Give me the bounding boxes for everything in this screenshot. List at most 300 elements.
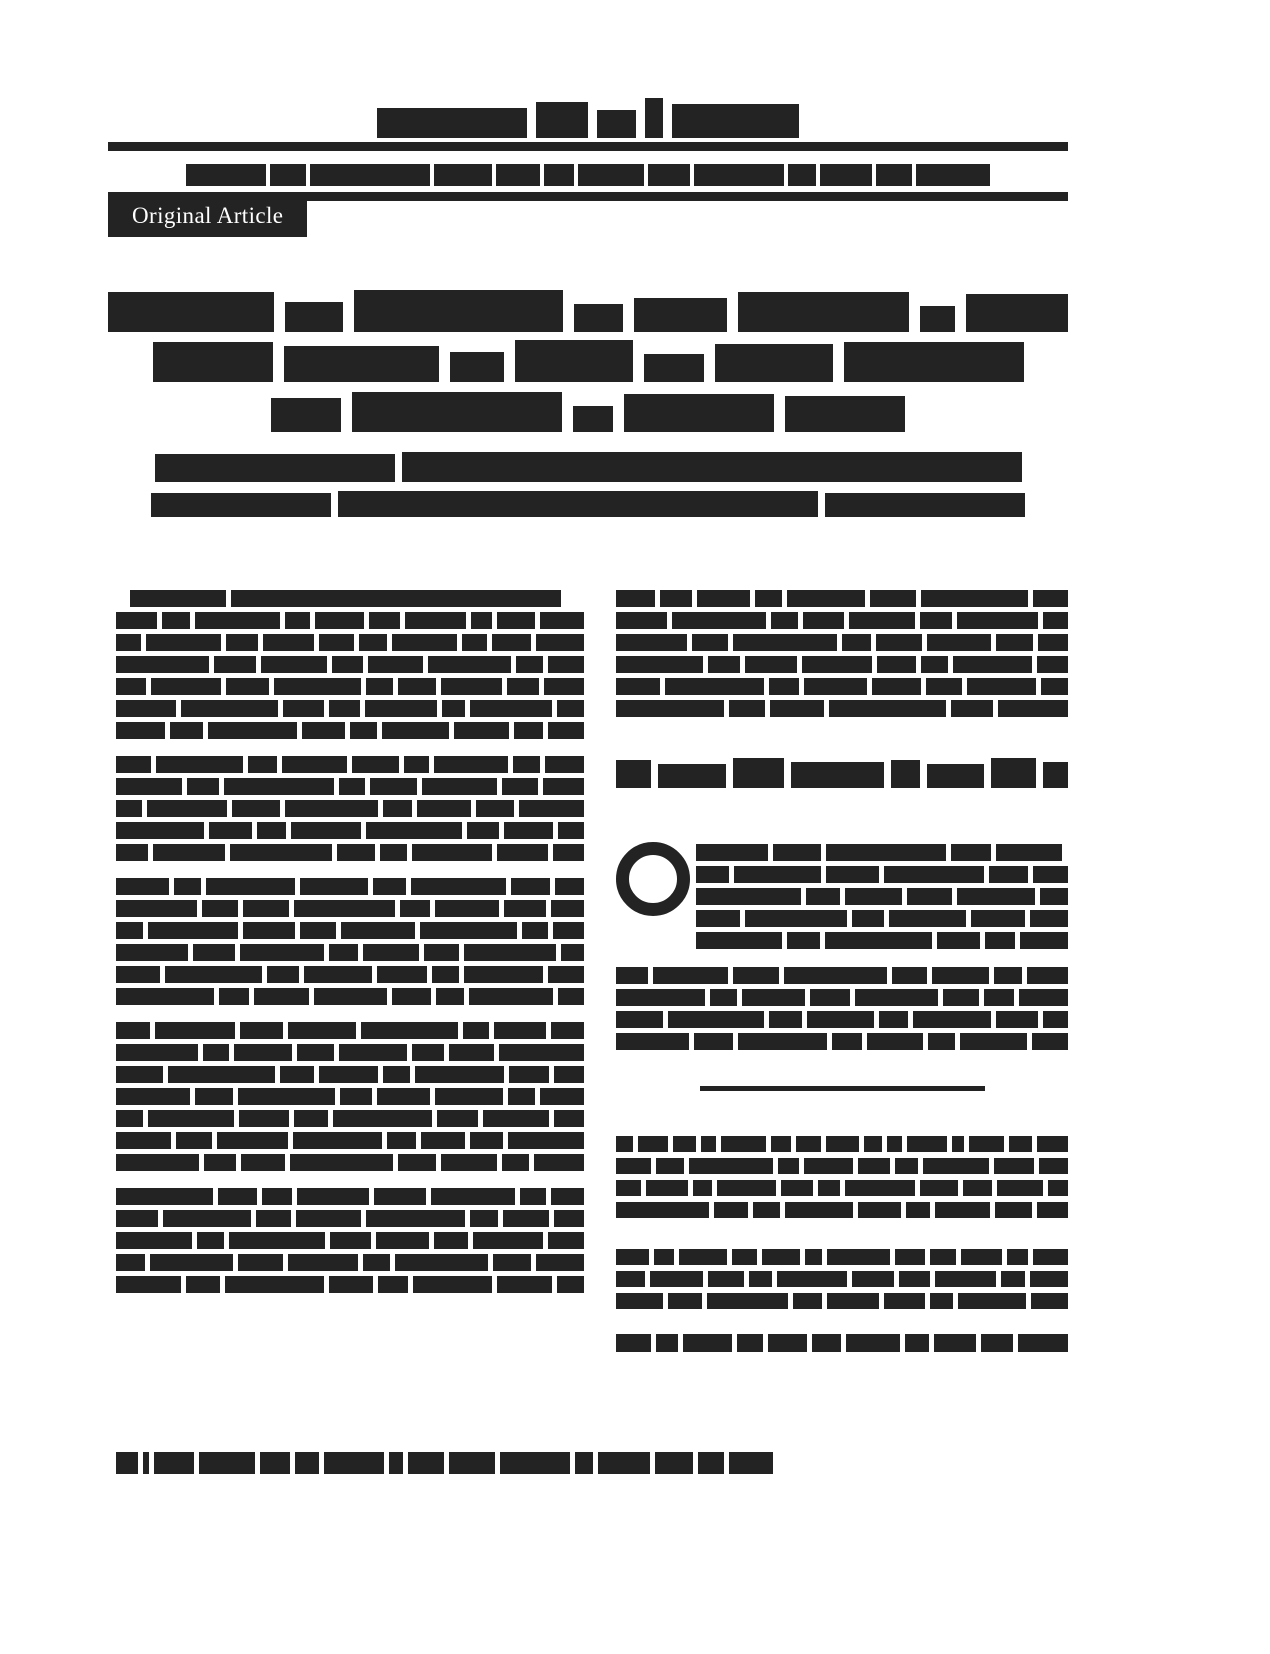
footnote-separator-rule (700, 1086, 985, 1091)
redaction-bar (1039, 1158, 1068, 1174)
redaction-bar (464, 944, 556, 961)
redaction-bar (434, 164, 492, 186)
redaction-bar (616, 967, 648, 984)
redaction-bar (927, 764, 983, 788)
redaction-bar (1043, 762, 1068, 788)
redaction-bar (616, 700, 724, 717)
redaction-bar (989, 866, 1029, 883)
redaction-bar (450, 352, 504, 382)
redaction-bar (170, 722, 203, 739)
redaction-bar (330, 1232, 371, 1249)
redaction-bar (545, 756, 584, 773)
redaction-bar (753, 1202, 781, 1218)
redaction-bar (350, 722, 377, 739)
redaction-bar (116, 1254, 145, 1271)
redaction-bar (454, 722, 509, 739)
redaction-bar (352, 392, 562, 432)
redaction-bar (660, 590, 692, 607)
redaction-bar (369, 612, 400, 629)
redaction-bar (417, 800, 471, 817)
redacted-text-line (116, 1228, 584, 1249)
redacted-text-line (616, 985, 1068, 1006)
redaction-bar (370, 778, 417, 795)
redaction-bar (845, 1180, 915, 1196)
redacted-text-line (616, 1288, 1068, 1309)
redaction-bar (387, 1132, 415, 1149)
redaction-bar (354, 290, 563, 332)
redaction-bar (905, 1334, 929, 1352)
redaction-bar (319, 634, 354, 651)
left-text-column (116, 586, 584, 1306)
redaction-bar (616, 760, 651, 788)
redaction-bar (952, 1136, 965, 1152)
redaction-bar (494, 1022, 546, 1039)
redaction-bar (116, 966, 160, 983)
redaction-bar (422, 778, 497, 795)
redaction-bar (616, 656, 703, 673)
redaction-bar (493, 1254, 531, 1271)
redaction-bar (274, 678, 361, 695)
redaction-bar (870, 590, 916, 607)
redaction-bar (994, 1158, 1034, 1174)
redacted-text-line (116, 796, 584, 817)
redaction-bar (202, 900, 238, 917)
redaction-bar (820, 164, 872, 186)
redaction-bar (1037, 1136, 1068, 1152)
redaction-bar (971, 910, 1025, 927)
redaction-bar (804, 1158, 853, 1174)
redaction-bar (151, 678, 220, 695)
redaction-bar (288, 1254, 358, 1271)
redaction-bar (163, 1210, 252, 1227)
redaction-bar (930, 1293, 954, 1309)
redaction-bar (536, 102, 588, 138)
redaction-bar (1043, 612, 1068, 629)
redaction-bar (616, 1202, 709, 1218)
redaction-bar (920, 612, 952, 629)
redaction-bar (923, 1158, 989, 1174)
redaction-bar (934, 1334, 976, 1352)
redaction-bar (338, 491, 818, 517)
redaction-bar (785, 1202, 853, 1218)
redaction-bar (907, 1136, 947, 1152)
redacted-text-line (116, 840, 584, 861)
redaction-bar (544, 678, 584, 695)
redaction-bar (998, 700, 1068, 717)
redacted-paragraph-5 (116, 1184, 584, 1293)
redaction-bar (548, 656, 584, 673)
redaction-bar (310, 164, 430, 186)
redaction-bar (176, 1132, 212, 1149)
redaction-bar (261, 656, 327, 673)
redaction-bar (668, 1011, 764, 1028)
redaction-bar (907, 888, 951, 905)
redaction-bar (1007, 1249, 1027, 1265)
redaction-bar (116, 756, 151, 773)
redaction-bar (672, 612, 766, 629)
redaction-bar (467, 822, 499, 839)
redaction-bar (578, 164, 644, 186)
redaction-bar (995, 1202, 1032, 1218)
redaction-bar (469, 988, 553, 1005)
redaction-bar (377, 108, 527, 138)
redaction-bar (1037, 656, 1068, 673)
redaction-bar (557, 1276, 584, 1293)
redacted-text-line (116, 1018, 584, 1039)
redaction-bar (717, 1180, 775, 1196)
redaction-bar (1018, 1334, 1068, 1352)
redaction-bar (554, 1110, 585, 1127)
redaction-bar (329, 700, 360, 717)
redaction-bar (383, 800, 412, 817)
redaction-bar (240, 1022, 283, 1039)
redaction-bar (116, 1066, 163, 1083)
redaction-bar (981, 1334, 1012, 1352)
redaction-bar (271, 398, 341, 432)
redaction-bar (807, 1011, 875, 1028)
redaction-bar (116, 1452, 138, 1474)
redaction-bar (404, 756, 428, 773)
redaction-bar (285, 302, 343, 332)
redaction-bar (363, 944, 418, 961)
redaction-bar (696, 844, 768, 861)
redaction-bar (374, 1188, 425, 1205)
redaction-bar (769, 678, 799, 695)
redacted-text-line (116, 774, 584, 795)
redaction-bar (961, 1249, 1002, 1265)
redaction-bar (333, 1110, 432, 1127)
redaction-bar (392, 988, 431, 1005)
redacted-text-line (116, 962, 584, 983)
redaction-bar (1009, 1136, 1032, 1152)
redaction-bar (1048, 1180, 1068, 1196)
redaction-bar (402, 452, 1022, 482)
redaction-bar (551, 1188, 584, 1205)
redaction-bar (420, 922, 517, 939)
redaction-bar (383, 1066, 410, 1083)
redaction-bar (858, 1202, 901, 1218)
redaction-bar (729, 1452, 773, 1474)
redaction-bar (154, 1452, 194, 1474)
redaction-bar (745, 656, 797, 673)
redacted-text-line (616, 630, 1068, 651)
redaction-bar (297, 1044, 334, 1061)
redaction-bar (206, 878, 295, 895)
redaction-bar (887, 1136, 902, 1152)
redaction-bar (262, 1188, 292, 1205)
redaction-bar (852, 910, 883, 927)
redaction-bar (260, 1452, 290, 1474)
redaction-bar (644, 354, 704, 382)
redaction-bar (826, 866, 879, 883)
redaction-bar (377, 966, 427, 983)
redaction-bar (951, 700, 993, 717)
redaction-bar (366, 1210, 465, 1227)
redaction-bar (500, 1452, 570, 1474)
redaction-bar (218, 1188, 257, 1205)
redaction-bar (502, 1154, 529, 1171)
redaction-bar (616, 612, 667, 629)
redaction-bar (554, 1066, 585, 1083)
redaction-bar (818, 1180, 840, 1196)
redacted-text-line (116, 1250, 584, 1271)
redaction-bar (742, 989, 805, 1006)
redaction-bar (499, 1044, 584, 1061)
redacted-text-line (616, 1197, 1068, 1218)
redaction-bar (219, 988, 249, 1005)
redaction-bar (302, 722, 345, 739)
redaction-bar (969, 1136, 1004, 1152)
redaction-bar (721, 1136, 766, 1152)
redaction-bar (638, 1136, 668, 1152)
redaction-bar (771, 612, 797, 629)
article-title-redacted (108, 288, 1068, 438)
redaction-bar (522, 922, 547, 939)
masthead (108, 96, 1068, 201)
redacted-paragraph-2 (116, 752, 584, 861)
redaction-bar (879, 1011, 908, 1028)
redaction-bar (1030, 1271, 1068, 1287)
redacted-text-line (116, 1128, 584, 1149)
redaction-bar (733, 967, 779, 984)
redaction-bar (204, 1154, 236, 1171)
redaction-bar (411, 878, 506, 895)
redaction-bar (337, 844, 375, 861)
redaction-bar (231, 590, 561, 607)
redaction-bar (304, 966, 372, 983)
redaction-bar (208, 722, 297, 739)
redaction-bar (845, 888, 902, 905)
redaction-bar (116, 844, 148, 861)
redaction-bar (442, 700, 464, 717)
redaction-bar (497, 612, 535, 629)
redaction-bar (181, 700, 278, 717)
redaction-bar (285, 612, 310, 629)
redaction-bar (428, 656, 511, 673)
redaction-bar (829, 700, 947, 717)
redaction-bar (812, 1334, 842, 1352)
redaction-bar (916, 164, 990, 186)
redaction-bar (616, 678, 660, 695)
redaction-bar (616, 1249, 649, 1265)
redaction-bar (548, 966, 584, 983)
redaction-bar (867, 1033, 923, 1050)
redaction-bar (984, 989, 1014, 1006)
redaction-bar (1043, 1011, 1069, 1028)
redaction-bar (561, 944, 584, 961)
redaction-bar (197, 1232, 224, 1249)
correspondence-paragraph-redacted (616, 1244, 1068, 1309)
redaction-bar (280, 1066, 314, 1083)
redacted-text-line (116, 1062, 584, 1083)
redaction-bar (653, 967, 729, 984)
redacted-text-line (116, 984, 584, 1005)
redaction-bar (155, 454, 395, 482)
redaction-bar (377, 1088, 430, 1105)
redaction-bar (698, 1452, 724, 1474)
redaction-bar (431, 1188, 515, 1205)
redacted-text-line (616, 1007, 1068, 1028)
redaction-bar (793, 1293, 822, 1309)
redaction-bar (784, 967, 887, 984)
redaction-bar (116, 1210, 158, 1227)
redacted-text-line (116, 1206, 584, 1227)
redaction-bar (241, 1154, 285, 1171)
redacted-text-line (116, 1040, 584, 1061)
redaction-bar (804, 678, 867, 695)
redaction-bar (376, 1232, 429, 1249)
redacted-text-line (116, 1184, 584, 1205)
redacted-text-line (616, 586, 1068, 607)
redaction-bar (380, 844, 406, 861)
page-footer-redacted (116, 1448, 773, 1474)
redaction-bar (516, 656, 543, 673)
redacted-text-line (696, 884, 1068, 905)
redaction-bar (755, 590, 782, 607)
redaction-bar (108, 292, 274, 332)
redaction-bar (650, 1271, 702, 1287)
redaction-bar (153, 342, 273, 382)
redaction-bar (899, 1271, 930, 1287)
redaction-bar (710, 989, 737, 1006)
redacted-text-line (116, 752, 584, 773)
redaction-bar (689, 1158, 773, 1174)
redaction-bar (672, 104, 799, 138)
redaction-bar (116, 944, 188, 961)
redacted-text-line (116, 696, 584, 717)
redaction-bar (555, 878, 584, 895)
redaction-bar (540, 1088, 584, 1105)
redaction-bar (935, 1271, 995, 1287)
redacted-text-line (616, 674, 1068, 695)
redaction-bar (116, 678, 146, 695)
redaction-bar (749, 1271, 772, 1287)
redaction-bar (504, 900, 546, 917)
redaction-bar (891, 760, 920, 788)
redaction-bar (1033, 866, 1068, 883)
affiliation-paragraph-tail-redacted (616, 963, 1068, 1050)
redaction-bar (238, 1254, 283, 1271)
redaction-bar (363, 1254, 389, 1271)
redaction-bar (543, 778, 584, 795)
redaction-bar (116, 778, 182, 795)
redacted-text-line (116, 674, 584, 695)
redaction-bar (361, 1022, 457, 1039)
redaction-bar (876, 634, 922, 651)
redaction-bar (153, 844, 225, 861)
redaction-bar (1033, 1249, 1068, 1265)
redaction-bar (1019, 989, 1069, 1006)
redaction-bar (732, 1249, 757, 1265)
redaction-bar (193, 944, 234, 961)
redaction-bar (116, 1154, 199, 1171)
redaction-bar (151, 493, 331, 517)
redaction-bar (803, 612, 844, 629)
redaction-bar (226, 634, 259, 651)
redaction-bar (849, 612, 915, 629)
redaction-bar (683, 1334, 732, 1352)
redaction-bar (616, 1293, 663, 1309)
redaction-bar (476, 800, 514, 817)
redaction-bar (842, 634, 870, 651)
redaction-bar (520, 1188, 546, 1205)
redaction-bar (616, 590, 655, 607)
redaction-bar (616, 634, 687, 651)
redacted-text-line (616, 608, 1068, 629)
redaction-bar (436, 988, 465, 1005)
redacted-text-line (696, 906, 1068, 927)
redaction-bar (515, 340, 633, 382)
redaction-bar (536, 1254, 584, 1271)
redaction-bar (203, 1044, 229, 1061)
redaction-bar (366, 678, 393, 695)
redacted-author-line (108, 487, 1068, 517)
redaction-bar (1033, 590, 1068, 607)
redacted-text-line (116, 718, 584, 739)
redaction-bar (536, 634, 584, 651)
redaction-bar (291, 822, 361, 839)
journal-meta-redacted (108, 160, 1068, 186)
journal-title-redacted (108, 96, 1068, 138)
redaction-bar (957, 612, 1038, 629)
redaction-bar (283, 700, 323, 717)
redaction-bar (332, 656, 362, 673)
redaction-bar (951, 844, 991, 861)
redaction-bar (195, 1088, 233, 1105)
redaction-bar (508, 1132, 584, 1149)
redacted-paragraph-3 (116, 874, 584, 1005)
redaction-bar (243, 900, 289, 917)
affiliation-paragraph-redacted (616, 840, 1068, 950)
redaction-bar (892, 967, 927, 984)
redaction-bar (503, 1210, 549, 1227)
redaction-bar (267, 966, 299, 983)
redaction-bar (398, 1154, 436, 1171)
redaction-bar (665, 678, 764, 695)
redaction-bar (508, 1088, 535, 1105)
redacted-text-line (116, 918, 584, 939)
redaction-bar (497, 1276, 552, 1293)
redacted-text-line (130, 586, 584, 607)
redaction-bar (116, 634, 141, 651)
redaction-bar (368, 656, 424, 673)
redaction-bar (282, 756, 347, 773)
redaction-bar (996, 1011, 1038, 1028)
redaction-bar (957, 888, 1036, 905)
redaction-bar (996, 634, 1033, 651)
redaction-bar (116, 1276, 181, 1293)
redaction-bar (297, 1188, 369, 1205)
author-list-redacted (108, 452, 1068, 522)
redaction-bar (616, 1033, 689, 1050)
redaction-bar (785, 396, 905, 432)
redaction-bar (199, 1452, 255, 1474)
redaction-bar (554, 1210, 584, 1227)
redacted-title-line (108, 388, 1068, 432)
redacted-text-line (616, 1244, 1068, 1265)
redaction-bar (315, 612, 364, 629)
redaction-bar (1027, 967, 1068, 984)
redaction-bar (229, 1232, 325, 1249)
redaction-bar (1001, 1271, 1026, 1287)
redaction-bar (668, 1293, 702, 1309)
redaction-bar (551, 900, 584, 917)
redaction-bar (146, 634, 221, 651)
redacted-text-line (116, 630, 584, 651)
redaction-bar (424, 944, 459, 961)
redacted-title-line (108, 338, 1068, 382)
redacted-text-line (116, 1106, 584, 1127)
